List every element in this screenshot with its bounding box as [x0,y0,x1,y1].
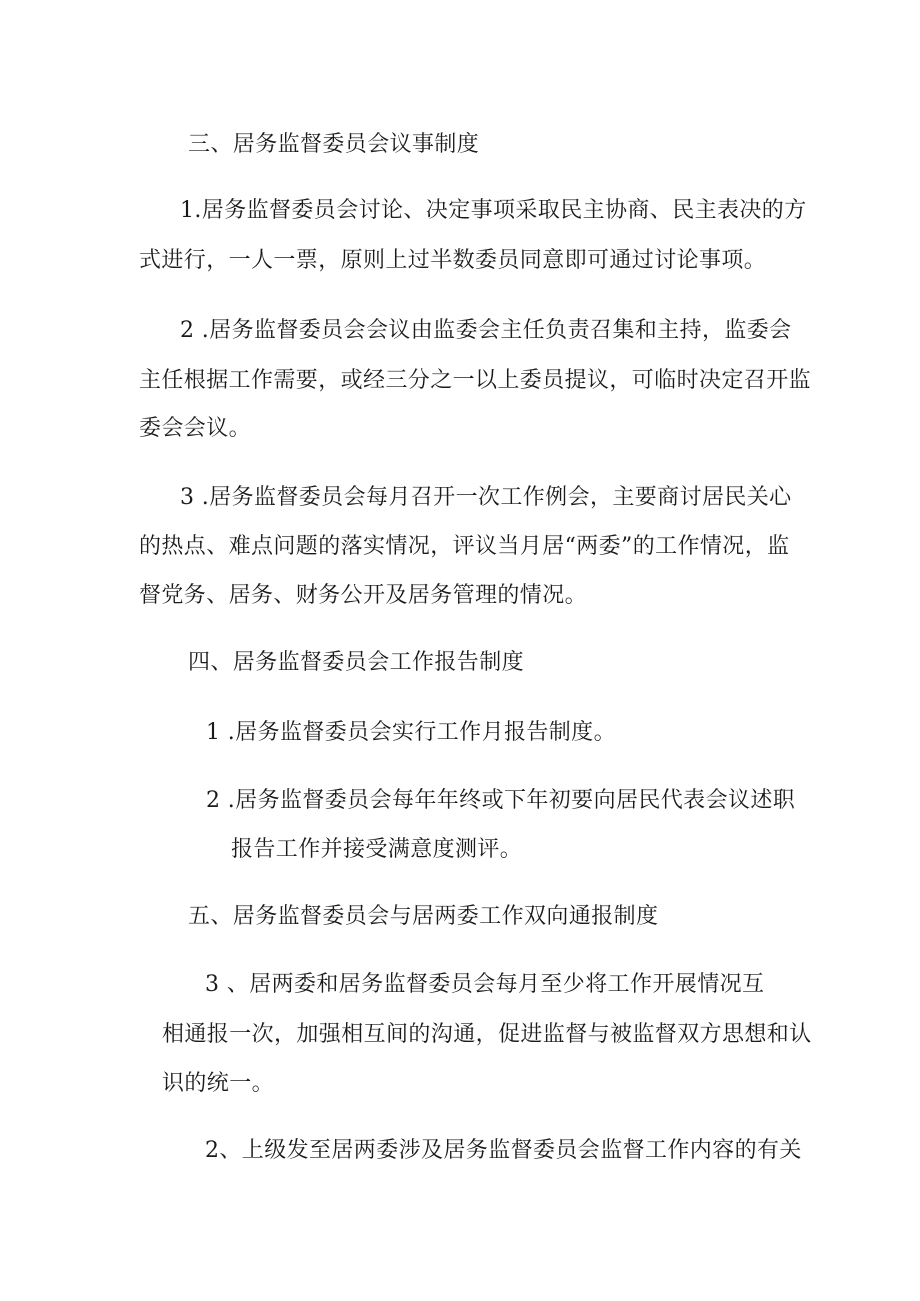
paragraph-3-2-line-1: 2 .居务监督委员会会议由监委会主任负责召集和主持，监委会 [180,318,792,343]
paragraph-3-1-line-2: 式进行，一人一票，原则上过半数委员同意即可通过讨论事项。 [139,248,767,273]
paragraph-3-2-line-2: 主任根据工作需要，或经三分之一以上委员提议，可临时决定召开监 [139,368,812,393]
paragraph-5-1-line-3: 识的统一。 [162,1071,275,1096]
paragraph-4-2-line-2: 报告工作并接受满意度测评。 [231,837,523,862]
paragraph-3-3-line-2: 的热点、难点问题的落实情况，评议当月居“两委”的工作情况，监 [139,534,790,559]
section-heading-4: 四、居务监督委员会工作报告制度 [188,650,525,675]
paragraph-3-1-line-1: 1.居务监督委员会讨论、决定事项采取民主协商、民主表决的方 [180,198,807,223]
section-heading-5: 五、居务监督委员会与居两委工作双向通报制度 [188,904,659,929]
paragraph-5-2-line-1: 2、上级发至居两委涉及居务监督委员会监督工作内容的有关 [205,1138,802,1163]
paragraph-5-1-line-2: 相通报一次，加强相互间的沟通，促进监督与被监督双方思想和认 [162,1022,812,1047]
paragraph-4-2-line-1: 2 .居务监督委员会每年年终或下年初要向居民代表会议述职 [206,788,796,813]
paragraph-5-1-line-1: 3 、居两委和居务监督委员会每月至少将工作开展情况互 [205,972,765,997]
paragraph-3-3-line-1: 3 .居务监督委员会每月召开一次工作例会，主要商讨居民关心 [180,485,792,510]
paragraph-3-2-line-3: 委会会议。 [139,416,252,441]
paragraph-4-1-line-1: 1 .居务监督委员会实行工作月报告制度。 [206,720,616,745]
paragraph-3-3-line-3: 督党务、居务、财务公开及居务管理的情况。 [139,583,588,608]
section-heading-3: 三、居务监督委员会议事制度 [188,132,480,157]
